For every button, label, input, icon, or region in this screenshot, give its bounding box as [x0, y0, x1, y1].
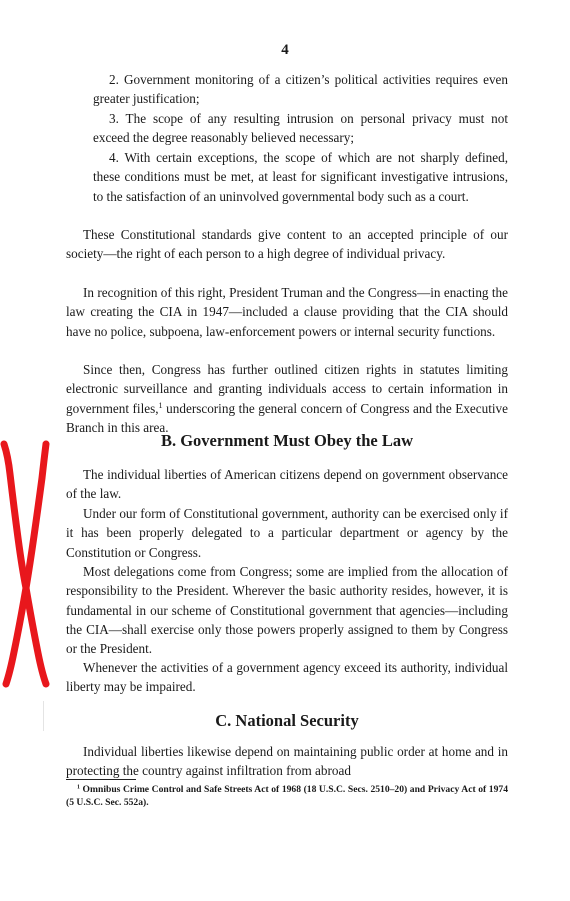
footnote-divider — [66, 779, 136, 780]
body-paragraph-with-footnote — [66, 360, 508, 437]
page-number: 4 — [281, 42, 289, 58]
body-paragraph-text: Since then, Congress has further outlined citizen rights in statutes limiting electronic surveillance and granting individuals access to certain information in government files, — [66, 362, 508, 416]
condition-item-2: 2. Government monitoring of a citizen’s political activities requires even greater justification; — [93, 72, 508, 107]
body-paragraph: These Constitutional standards give content to an accepted principle of our society—the right of each person to a high degree of individual privacy. — [66, 227, 508, 262]
condition-item-3: 3. The scope of any resulting intrusion on personal privacy must not exceed the degree reasonably believed necessary; — [93, 111, 508, 146]
section-b-paragraph: Under our form of Constitutional government, authority can be exercised only if it has been properly delegated to a particular department or agency by the Constitution or Congress. — [66, 506, 508, 560]
condition-item-4: 4. With certain exceptions, the scope of which are not sharply defined, these conditions must be met, at least for significant investigative intrusions, to the satisfaction of an uninvolved governmental body such as a court. — [93, 150, 508, 204]
section-b-paragraph: Whenever the activities of a government agency exceed its authority, individual liberty may be impaired. — [66, 660, 508, 695]
section-b-paragraph: Most delegations come from Congress; some are implied from the allocation of responsibility to the President. Wherever the basic authority resides, however, it is fundamental in our scheme of Constitutional government that agencies—including the CIA—shall exercise only those powers properly assigned to them by Congress or the President. — [66, 564, 508, 657]
body-paragraph-tail: underscoring the general concern of Congress and the Executive Branch in this area. — [66, 400, 508, 435]
footnote-marker: 1 — [77, 784, 80, 791]
section-b-paragraph: The individual liberties of American citizens depend on government observance of the law. — [66, 467, 508, 502]
margin-mark — [43, 701, 44, 731]
section-heading-b: B. Government Must Obey the Law — [160, 431, 414, 450]
footnote-text: Omnibus Crime Control and Safe Streets Act of 1968 (18 U.S.C. Secs. 2510–20) and Privacy Act of 1974 (5 U.S.C. Sec. 552a). — [66, 784, 508, 808]
section-heading-c: C. National Security — [215, 711, 359, 730]
section-c-paragraph: Individual liberties likewise depend on maintaining public order at home and in protecting the country against infiltration from abroad — [66, 744, 508, 779]
footnote — [66, 783, 508, 809]
red-cross-mark — [0, 438, 52, 690]
footnote-reference: 1 — [158, 400, 163, 410]
body-paragraph: In recognition of this right, President Truman and the Congress—in enacting the law creating the CIA in 1947—included a clause providing that the CIA should have no police, subpoena, law-enforcement powers or internal security functions. — [66, 285, 508, 339]
